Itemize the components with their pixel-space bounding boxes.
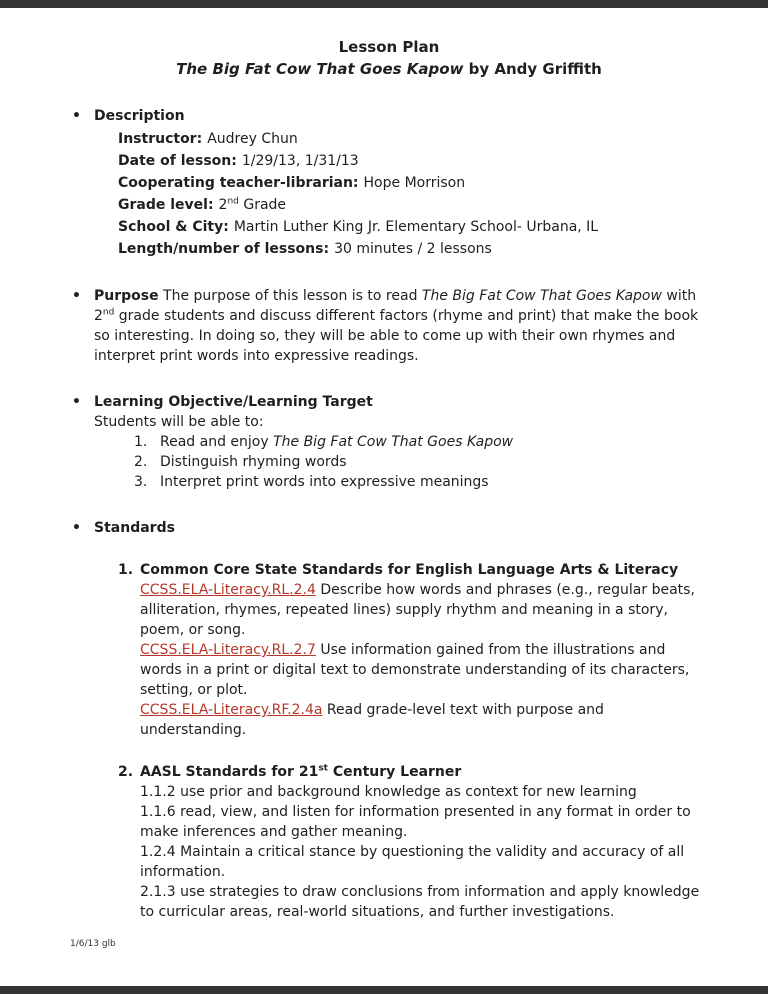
byline: by Andy Griffith — [463, 60, 602, 78]
bullet-marker — [72, 392, 94, 492]
field-value: Audrey Chun — [207, 131, 298, 147]
book-title: The Big Fat Cow That Goes Kapow — [176, 60, 464, 78]
standards-aasl-block — [118, 762, 706, 922]
item-text: Read and enjoy The Big Fat Cow That Goes Kapow — [160, 434, 514, 450]
ccss-item — [140, 640, 706, 700]
section-objectives — [72, 392, 706, 492]
bullet-marker — [72, 518, 94, 922]
book-title: The Big Fat Cow That Goes Kapow — [421, 288, 662, 304]
item-number: 1. — [134, 434, 148, 450]
field-cooperating-teacher — [118, 172, 706, 194]
ordinal-superscript: st — [318, 763, 328, 774]
item-number: 2. — [134, 454, 148, 470]
field-label: Instructor: — [118, 131, 203, 147]
ccss-item-text: Describe how words and phrases (e.g., regular beats, alliteration, rhymes, repeated lines) supply rhythm and meaning in a story, poem, or song. — [140, 582, 695, 638]
field-value: Martin Luther King Jr. Elementary School- Urbana, IL — [233, 219, 599, 235]
list-item — [134, 432, 706, 452]
field-label: Length/number of lessons: — [118, 241, 330, 257]
purpose-heading: Purpose — [94, 288, 159, 304]
field-instructor — [118, 128, 706, 150]
aasl-item: 1.1.6 read, view, and listen for information presented in any format in order to make inferences and gather meaning. — [140, 804, 691, 840]
ccss-item — [140, 700, 706, 740]
aasl-item: 2.1.3 use strategies to draw conclusions from information and apply knowledge to curricular areas, real-world situations, and further investigations. — [140, 884, 700, 920]
top-border — [0, 0, 768, 8]
doc-subtitle — [72, 58, 706, 80]
field-length-lessons — [118, 238, 706, 260]
purpose-paragraph — [94, 286, 706, 366]
ccss-item — [140, 580, 706, 640]
bottom-border — [0, 986, 768, 994]
objectives-heading: Learning Objective/Learning Target — [94, 394, 373, 410]
ordinal-superscript: nd — [227, 196, 239, 207]
description-heading: Description — [94, 108, 185, 124]
aasl-item: 1.2.4 Maintain a critical stance by questioning the validity and accuracy of all information. — [140, 844, 685, 880]
doc-title: Lesson Plan — [338, 38, 440, 56]
purpose-text: grade students and discuss different factors (rhyme and print) that make the book so interesting. In doing so, they will be able to come up with their own rhymes and interpret print words into expressive readings. — [94, 308, 699, 364]
purpose-text: with 2 — [94, 288, 697, 324]
standards-ccss-block — [118, 560, 706, 740]
footer-note: 1/6/13 glb — [70, 939, 116, 949]
standards-heading: Standards — [94, 520, 175, 536]
book-title: The Big Fat Cow That Goes Kapow — [273, 434, 514, 450]
field-label: Date of lesson: — [118, 153, 237, 169]
field-value: 1/29/13, 1/31/13 — [241, 153, 359, 169]
objectives-intro: Students will be able to: — [94, 414, 264, 430]
field-grade-level — [118, 194, 706, 216]
item-number: 2. — [118, 764, 134, 780]
description-fields — [118, 128, 706, 260]
ccss-heading: Common Core State Standards for English Language Arts & Literacy — [140, 562, 679, 578]
section-description — [72, 106, 706, 260]
ccss-item-text: Use information gained from the illustrations and words in a print or digital text to demonstrate understanding of its characters, setting, or plot. — [140, 642, 690, 698]
field-school-city — [118, 216, 706, 238]
aasl-item: 1.1.2 use prior and background knowledge as context for new learning — [140, 784, 637, 800]
link-ccss-rf-2-4a[interactable]: CCSS.ELA-Literacy.RF.2.4a — [140, 702, 323, 718]
field-label: School & City: — [118, 219, 229, 235]
bullet-marker — [72, 106, 94, 260]
ordinal-superscript: nd — [102, 307, 115, 318]
item-number: 1. — [118, 562, 134, 578]
bullet-marker — [72, 286, 94, 366]
field-label: Grade level: — [118, 197, 214, 213]
link-ccss-rl-2-4[interactable]: CCSS.ELA-Literacy.RL.2.4 — [140, 582, 316, 598]
section-standards — [72, 518, 706, 922]
item-text: Interpret print words into expressive meanings — [160, 474, 489, 490]
field-value: 2nd Grade — [218, 196, 287, 213]
aasl-heading: AASL Standards for 21st Century Learner — [140, 763, 462, 780]
item-text: Distinguish rhyming words — [160, 454, 347, 470]
ccss-item-text: Read grade-level text with purpose and understanding. — [140, 702, 604, 738]
purpose-text: The purpose of this lesson is to read — [158, 288, 422, 304]
list-item — [134, 452, 706, 472]
objectives-list — [134, 432, 706, 492]
list-item — [134, 472, 706, 492]
field-value: 30 minutes / 2 lessons — [334, 241, 492, 257]
field-label: Cooperating teacher-librarian: — [118, 175, 359, 191]
section-purpose — [72, 286, 706, 366]
field-value: Hope Morrison — [363, 175, 466, 191]
item-number: 3. — [134, 474, 148, 490]
field-date — [118, 150, 706, 172]
link-ccss-rl-2-7[interactable]: CCSS.ELA-Literacy.RL.2.7 — [140, 642, 316, 658]
